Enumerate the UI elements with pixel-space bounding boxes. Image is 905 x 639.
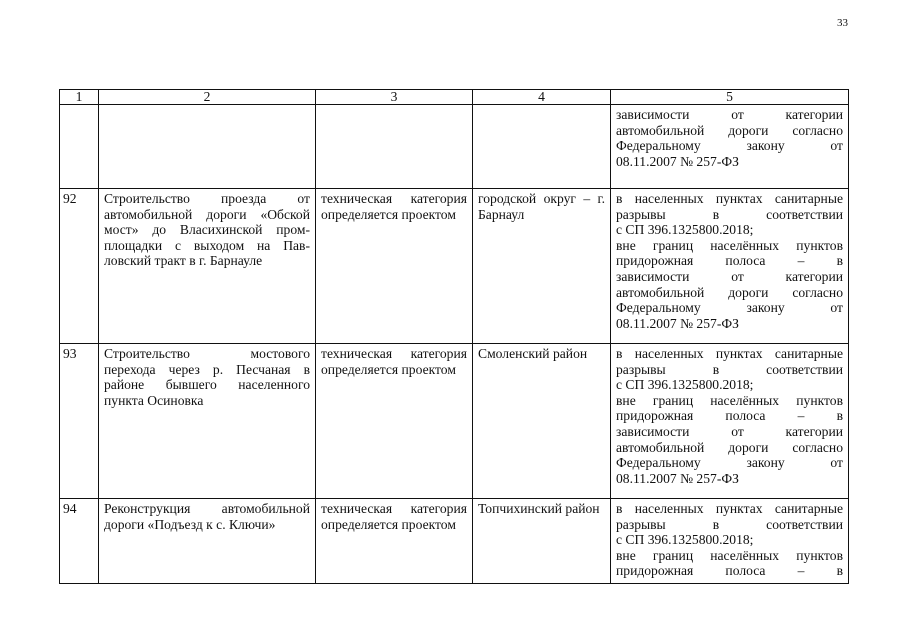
- text-line: пункта Осиновка: [104, 392, 204, 408]
- text-line: дороги «Подъезд к с. Ключи»: [104, 516, 276, 532]
- object-category: техническая категория определяется проектом: [316, 499, 473, 584]
- text-line: придорожная полоса – в: [616, 408, 843, 424]
- text-line: Федеральному закону от: [616, 300, 843, 316]
- table-header-row: [60, 90, 849, 105]
- text-line: автомобильной дороги согласно: [616, 122, 843, 138]
- object-name: [99, 344, 316, 499]
- text-line: разрывы в соответствии: [616, 361, 843, 377]
- text-line: разрывы в соответствии: [616, 516, 843, 532]
- row-number: 94: [60, 499, 99, 584]
- protection-zone: [611, 344, 849, 499]
- text-line: придорожная полоса – в: [616, 253, 843, 269]
- text-line: площадки с выходом на Пав-: [104, 237, 310, 253]
- object-category: техническая категория определяется проектом: [316, 189, 473, 344]
- text-line: зависимости от категории: [616, 107, 843, 122]
- text-line: автомобильной дороги согласно: [616, 284, 843, 300]
- protection-zone: [611, 189, 849, 344]
- text-line: зависимости от категории: [616, 268, 843, 284]
- row-number: 93: [60, 344, 99, 499]
- text-line: вне границ населённых пунктов: [616, 392, 843, 408]
- header-cell: 4: [473, 90, 611, 105]
- object-name: [99, 105, 316, 189]
- text-line: в населенных пунктах санитарные: [616, 191, 843, 206]
- text-line: мост» до Власихинской пром-: [104, 222, 310, 238]
- object-name: [99, 189, 316, 344]
- text-line: разрывы в соответствии: [616, 206, 843, 222]
- text-line: 08.11.2007 № 257-ФЗ: [616, 153, 739, 169]
- object-category: [316, 105, 473, 189]
- text-line: Строительство мостового: [104, 346, 310, 361]
- text-line: ловский тракт в г. Барнауле: [104, 253, 263, 269]
- text-line: зависимости от категории: [616, 423, 843, 439]
- text-line: районе бывшего населенного: [104, 377, 310, 393]
- text-line: с СП 396.1325800.2018;: [616, 532, 754, 548]
- text-line: перехода через р. Песчаная в: [104, 361, 310, 377]
- text-line: с СП 396.1325800.2018;: [616, 377, 754, 393]
- object-location: Топчихинский район: [473, 499, 611, 584]
- text-line: Федеральному закону от: [616, 138, 843, 154]
- table-row: [60, 105, 849, 189]
- table-row: [60, 499, 849, 584]
- page-number: 33: [837, 17, 848, 29]
- row-number: 92: [60, 189, 99, 344]
- text-line: 08.11.2007 № 257-ФЗ: [616, 315, 739, 331]
- header-cell: 1: [60, 90, 99, 105]
- header-cell: 2: [99, 90, 316, 105]
- protection-zone: [611, 499, 849, 584]
- text-line: Строительство проезда от: [104, 191, 310, 206]
- object-location: Смоленский район: [473, 344, 611, 499]
- row-number: [60, 105, 99, 189]
- text-line: с СП 396.1325800.2018;: [616, 222, 754, 238]
- object-location: городской округ – г. Барнаул: [473, 189, 611, 344]
- header-cell: 3: [316, 90, 473, 105]
- table-row: [60, 344, 849, 499]
- document-table: [59, 89, 849, 584]
- text-line: 08.11.2007 № 257-ФЗ: [616, 470, 739, 486]
- table-row: [60, 189, 849, 344]
- text-line: в населенных пунктах санитарные: [616, 501, 843, 516]
- header-cell: 5: [611, 90, 849, 105]
- object-name: [99, 499, 316, 584]
- object-location: [473, 105, 611, 189]
- text-line: Реконструкция автомобильной: [104, 501, 310, 516]
- protection-zone: [611, 105, 849, 189]
- text-line: Федеральному закону от: [616, 455, 843, 471]
- object-category: техническая категория определяется проектом: [316, 344, 473, 499]
- text-line: придорожная полоса – в: [616, 563, 843, 579]
- text-line: вне границ населённых пунктов: [616, 237, 843, 253]
- text-line: автомобильной дороги «Обской: [104, 206, 310, 222]
- text-line: автомобильной дороги согласно: [616, 439, 843, 455]
- text-line: вне границ населённых пунктов: [616, 547, 843, 563]
- text-line: в населенных пунктах санитарные: [616, 346, 843, 361]
